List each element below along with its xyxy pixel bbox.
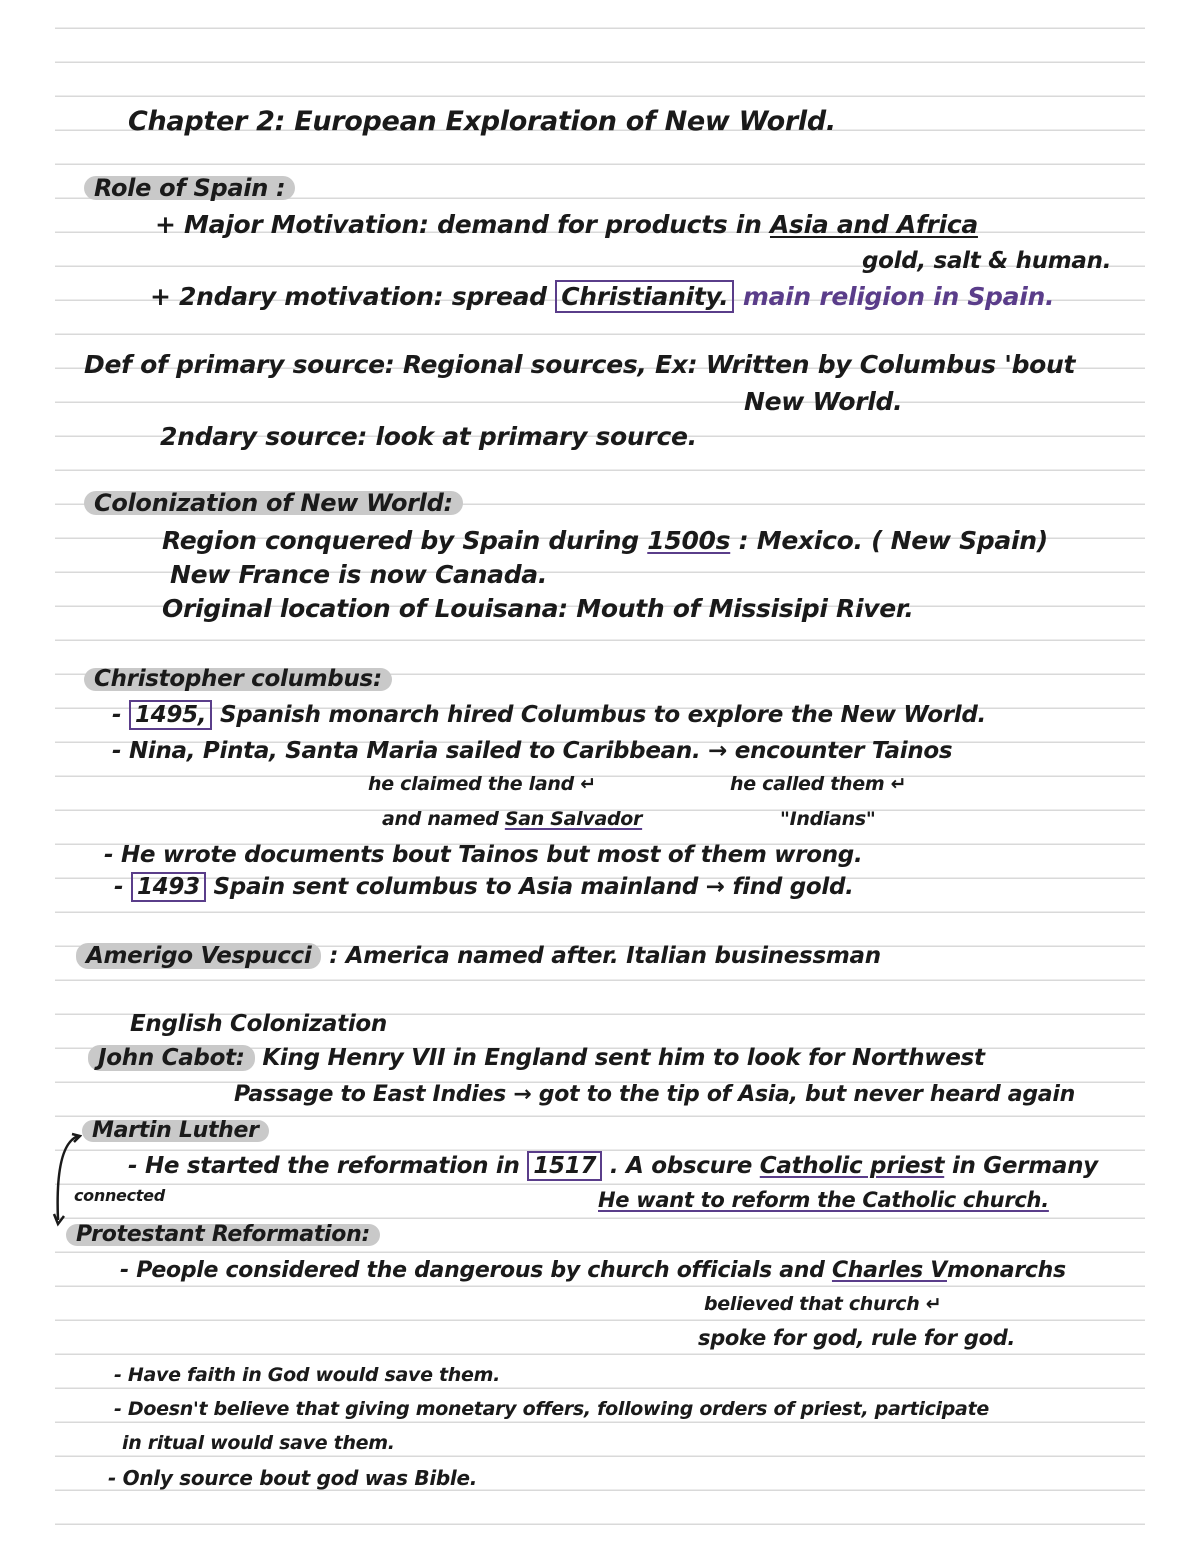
section-heading-colonization: Colonization of New World: [84, 491, 463, 515]
protestant-line1-prefix: - People considered the dangerous by church officials and [120, 1258, 825, 1283]
protestant-line3: - Doesn't believe that giving monetary offers, following orders of priest, participate [114, 1398, 989, 1420]
page-title: Chapter 2: European Exploration of New World. [128, 106, 836, 137]
left-margin [0, 0, 55, 1553]
protestant-line4: - Only source bout god was Bible. [108, 1466, 478, 1490]
protestant-note1: believed that church ↵ [704, 1293, 942, 1315]
vespucci-text: : America named after. Italian businessman [329, 943, 881, 969]
primary-source-def: Def of primary source: Regional sources, Ex: Written by Columbus 'bout [84, 350, 1076, 379]
role-spain-line1 [155, 212, 978, 237]
columbus-note2-prefix: and named [382, 808, 499, 830]
year-1517-boxed: 1517 [527, 1151, 602, 1181]
columbus-line4 [114, 876, 854, 899]
year-1495-boxed: 1495, [129, 700, 212, 730]
columbus-line2: - Nina, Pinta, Santa Maria sailed to Caribbean. → encounter Tainos [112, 738, 953, 764]
luther-line1-prefix: - He started the reformation in [128, 1153, 520, 1179]
charles-v-underlined: Charles V [831, 1258, 947, 1283]
columbus-note2 [382, 810, 642, 829]
connected-bracket-arrow [52, 1132, 82, 1228]
colonization-line3: Original location of Louisana: Mouth of Missisipi River. [162, 594, 914, 623]
primary-source-def-cont: New World. [744, 387, 903, 416]
connected-note: connected [74, 1186, 165, 1205]
line1-prefix: + Major Motivation: demand for products in [155, 210, 762, 239]
columbus-line4-text: Spain sent columbus to Asia mainland → find gold. [213, 874, 854, 900]
colonization-line1-prefix: Region conquered by Spain during [162, 526, 639, 555]
cabot-line1-text: King Henry VII in England sent him to look for Northwest [262, 1045, 985, 1071]
columbus-line1 [112, 704, 986, 727]
luther-line1 [128, 1155, 1098, 1178]
columbus-line1-text: Spanish monarch hired Columbus to explore the New World. [219, 702, 986, 728]
role-spain-line2 [150, 284, 1054, 309]
year-1500s: 1500s [647, 526, 731, 555]
protestant-line2: - Have faith in God would save them. [114, 1364, 501, 1386]
protestant-line3-cont: in ritual would save them. [122, 1432, 395, 1454]
columbus-note2b: "Indians" [780, 808, 876, 830]
colonization-line1-suffix: : Mexico. ( New Spain) [738, 526, 1048, 555]
luther-line2: He want to reform the Catholic church. [598, 1188, 1049, 1212]
section-heading-role-of-spain: Role of Spain : [84, 176, 295, 200]
columbus-line3: - He wrote documents bout Tainos but most of them wrong. [104, 842, 863, 868]
section-heading-protestant: Protestant Reformation: [66, 1224, 380, 1246]
secondary-source-def: 2ndary source: look at primary source. [160, 422, 697, 451]
cabot-line2: Passage to East Indies → got to the tip of Asia, but never heard again [234, 1082, 1075, 1107]
colonization-line1 [162, 528, 1048, 553]
english-colonization-heading: English Colonization [130, 1011, 387, 1037]
luther-line1-end: in Germany [951, 1153, 1098, 1179]
colonization-line2: New France is now Canada. [170, 560, 548, 589]
year-1493-boxed: 1493 [131, 872, 206, 902]
columbus-note1b: he called them ↵ [730, 773, 907, 795]
catholic-priest-underlined: Catholic priest [759, 1153, 945, 1179]
protestant-line1 [120, 1260, 1066, 1282]
christianity-boxed: Christianity. [555, 280, 734, 313]
section-heading-cabot: John Cabot: [88, 1045, 255, 1071]
section-heading-vespucci: Amerigo Vespucci [76, 943, 321, 969]
right-margin [1145, 0, 1200, 1553]
dash: - [114, 874, 124, 900]
san-salvador-underlined: San Salvador [504, 808, 643, 830]
role-spain-line1-cont: gold, salt & human. [862, 248, 1112, 274]
dash: - [112, 702, 122, 728]
cabot-line1 [88, 1047, 985, 1070]
protestant-note2: spoke for god, rule for god. [698, 1326, 1016, 1350]
asia-africa-underlined: Asia and Africa [769, 210, 978, 239]
section-heading-luther: Martin Luther [82, 1120, 269, 1142]
section-heading-columbus: Christopher columbus: [84, 668, 392, 691]
line2-prefix: + 2ndary motivation: spread [150, 282, 547, 311]
columbus-note1a: he claimed the land ↵ [368, 773, 596, 795]
vespucci-line [76, 945, 881, 968]
main-religion-note: main religion in Spain. [742, 282, 1055, 311]
protestant-line1-suffix: monarchs [947, 1258, 1066, 1283]
luther-line1-suffix: . A obscure [609, 1153, 753, 1179]
